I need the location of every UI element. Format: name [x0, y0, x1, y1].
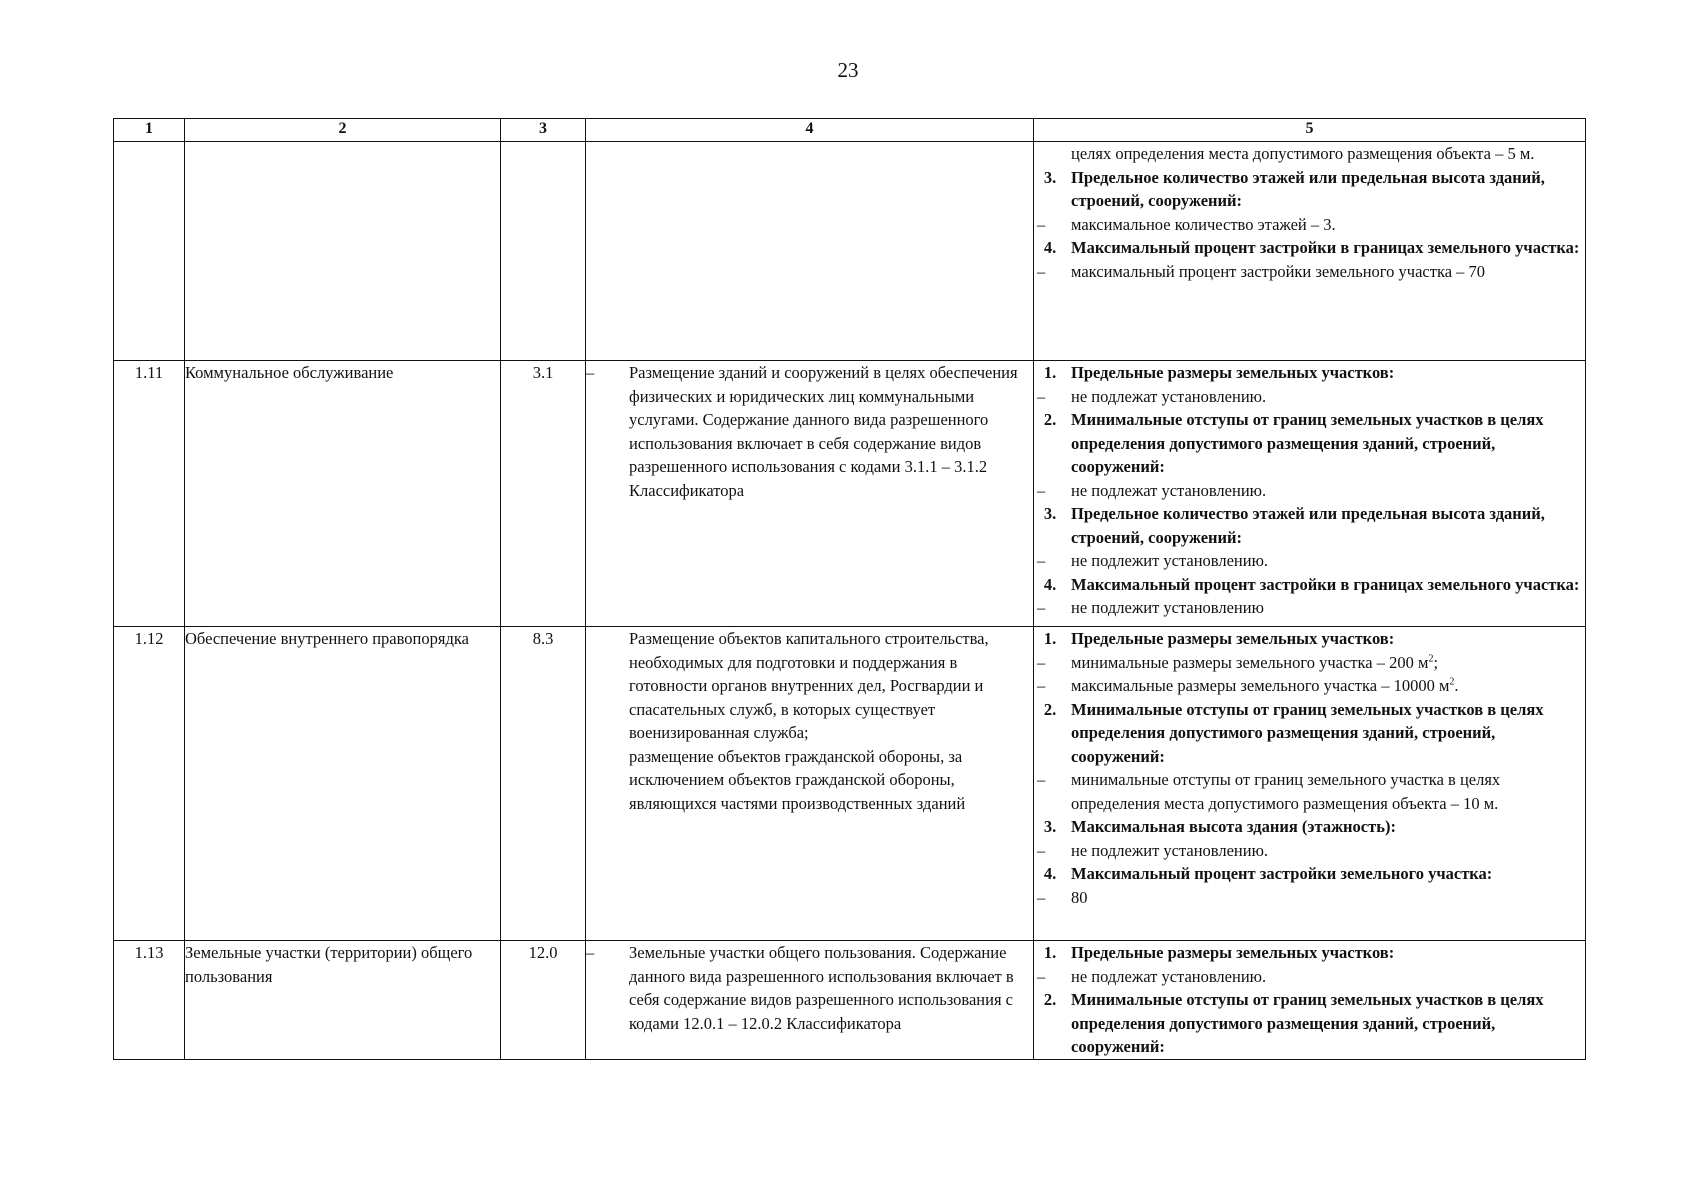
parameter-text — [1071, 142, 1585, 166]
list-marker: – — [1037, 551, 1046, 570]
parameter-text-main: 80 — [1071, 887, 1088, 907]
list-marker: 3. — [1043, 167, 1057, 187]
parameters-cell — [1034, 361, 1586, 627]
parameter-text — [1071, 674, 1585, 698]
use-type-description — [586, 941, 1034, 1060]
parameter-heading — [1034, 408, 1585, 479]
description-dash — [586, 627, 629, 815]
description-dash: – — [586, 943, 595, 962]
row-number: 1.13 — [114, 941, 185, 1060]
parameter-heading — [1034, 573, 1585, 597]
list-marker: – — [1037, 386, 1046, 406]
use-type-name: Обеспечение внутреннего правопорядка — [185, 627, 501, 941]
parameters-cell — [1034, 941, 1586, 1060]
parameter-text-main: не подлежит установлению. — [1071, 551, 1269, 570]
parameter-value — [1034, 549, 1585, 573]
list-marker: – — [1037, 261, 1046, 281]
list-marker: 1. — [1043, 363, 1057, 382]
list-marker: 3. — [1043, 504, 1057, 523]
parameter-text-main: Предельные размеры земельных участков: — [1071, 943, 1395, 962]
parameter-text-main: Предельные размеры земельных участков: — [1071, 363, 1395, 382]
parameter-text-main: максимальное количество этажей – 3. — [1071, 214, 1336, 234]
superscript: 2 — [1428, 653, 1434, 664]
parameter-text — [1071, 260, 1585, 284]
parameter-heading — [1034, 166, 1585, 213]
parameter-text — [1071, 479, 1585, 503]
parameter-text — [1071, 213, 1585, 237]
parameter-text — [1071, 361, 1585, 385]
parameter-text-main: Максимальный процент застройки в границах земельного участка: — [1071, 238, 1580, 257]
parameter-text-main: Минимальные отступы от границ земельных участков в целях определения допустимого размещения зданий, строений, сооружений: — [1071, 699, 1544, 766]
parameter-text — [1071, 768, 1585, 815]
column-header: 2 — [185, 119, 501, 142]
description-text: Размещение зданий и сооружений в целях обеспечения физических и юридических лиц коммунальными услугами. Содержание данного вида разрешенного использования включает в себя содержание видов разрешенного использования с кодами 3.1.1 – 3.1.2 Классификатора — [629, 363, 1018, 500]
parameter-heading — [1034, 941, 1585, 965]
description-dash: – — [586, 363, 595, 382]
use-type-code: 12.0 — [501, 941, 586, 1060]
page-number: 23 — [837, 58, 859, 82]
use-type-code: 8.3 — [501, 627, 586, 941]
parameter-heading — [1034, 988, 1585, 1059]
description-text: Земельные участки общего пользования. Содержание данного вида разрешенного использования включает в себя содержание видов разрешенного использования с кодами 12.0.1 – 12.0.2 Классификатора — [629, 943, 1014, 1033]
parameter-text — [1071, 815, 1585, 839]
row-number — [114, 142, 185, 361]
parameter-heading — [1034, 627, 1585, 651]
parameter-value — [1034, 213, 1585, 237]
superscript: 2 — [1449, 676, 1455, 688]
parameter-heading — [1034, 361, 1585, 385]
parameter-text-main: Предельное количество этажей или предельная высота зданий, строений, сооружений: — [1071, 504, 1545, 547]
list-marker: 4. — [1043, 864, 1057, 883]
parameter-value — [1034, 385, 1585, 409]
use-type-code — [501, 142, 586, 361]
list-marker: – — [1037, 770, 1046, 789]
column-header: 5 — [1034, 119, 1586, 142]
column-header: 3 — [501, 119, 586, 142]
parameter-text-main: не подлежат установлению. — [1071, 480, 1267, 500]
parameter-text — [1071, 596, 1585, 620]
parameter-text-main: Предельные размеры земельных участков: — [1071, 629, 1395, 648]
parameter-value — [1034, 479, 1585, 503]
parameters-cell — [1034, 142, 1586, 361]
list-marker: 3. — [1043, 817, 1057, 836]
list-marker: – — [1037, 887, 1046, 907]
parameter-text — [1071, 502, 1585, 549]
list-marker: – — [1037, 214, 1046, 234]
table-row — [114, 361, 1586, 627]
use-type-description — [586, 361, 1034, 627]
parameter-text-main: Предельное количество этажей или предельная высота зданий, строений, сооружений: — [1071, 167, 1545, 210]
use-type-name: Коммунальное обслуживание — [185, 361, 501, 627]
parameter-value — [1034, 886, 1585, 910]
list-marker: 2. — [1043, 699, 1057, 719]
list-marker: 4. — [1043, 238, 1057, 257]
parameter-heading — [1034, 698, 1585, 769]
parameter-text-main: Минимальные отступы от границ земельных участков в целях определения допустимого размещения зданий, строений, сооружений: — [1071, 410, 1544, 476]
parameter-text-main: Максимальный процент застройки в границах земельного участка: — [1071, 574, 1580, 594]
parameter-text — [1071, 988, 1585, 1059]
parameter-text-main: не подлежат установлению. — [1071, 966, 1267, 986]
list-marker: 4. — [1043, 574, 1057, 594]
parameter-text-main: не подлежит установлению — [1071, 598, 1264, 617]
parameter-value — [1034, 651, 1585, 675]
column-header: 1 — [114, 119, 185, 142]
parameter-value — [1034, 260, 1585, 284]
list-marker: – — [1037, 676, 1046, 695]
table-row — [114, 627, 1586, 941]
parameter-heading — [1034, 815, 1585, 839]
parameter-text — [1071, 627, 1585, 651]
parameter-text — [1071, 698, 1585, 769]
use-type-name: Земельные участки (территории) общего пользования — [185, 941, 501, 1060]
parameter-value — [1034, 142, 1585, 166]
list-marker: 1. — [1043, 629, 1057, 648]
parameter-text-tail: ; — [1433, 652, 1439, 672]
parameter-value — [1034, 768, 1585, 815]
parameter-text-main: Минимальные отступы от границ земельных участков в целях определения допустимого размещения зданий, строений, сооружений: — [1071, 990, 1544, 1056]
parameter-text — [1071, 886, 1585, 910]
list-marker: 2. — [1043, 410, 1057, 429]
parameter-text-tail: . — [1454, 676, 1459, 695]
parameter-value — [1034, 674, 1585, 698]
parameter-text — [1071, 965, 1585, 989]
parameter-text — [1071, 408, 1585, 479]
list-marker: – — [1037, 966, 1046, 986]
parameter-text — [1071, 166, 1585, 213]
parameter-value — [1034, 965, 1585, 989]
list-marker: – — [1037, 480, 1046, 500]
parameter-text — [1071, 862, 1585, 886]
parameter-text-main: минимальные отступы от границ земельного участка в целях определения места допустимого размещения объекта – 10 м. — [1071, 770, 1501, 813]
parameter-text-main: максимальный процент застройки земельного участка – 70 — [1071, 261, 1486, 281]
parameter-heading — [1034, 502, 1585, 549]
table-row — [114, 142, 1586, 361]
parameter-text — [1071, 573, 1585, 597]
parameter-text — [1071, 385, 1585, 409]
row-number: 1.11 — [114, 361, 185, 627]
use-type-code: 3.1 — [501, 361, 586, 627]
parameter-text — [1071, 839, 1585, 863]
parameter-text — [1071, 549, 1585, 573]
column-header: 4 — [586, 119, 1034, 142]
description-text: Размещение объектов капитального строительства, необходимых для подготовки и поддержания в готовности органов внутренних дел, Росгвардии и спасательных служб, в которых существует военизированная служба; размещение объектов гражданской обороны, за исключением объектов гражданской обороны, являющихся частями производственных зданий — [629, 629, 989, 813]
column-number-row — [114, 119, 1586, 142]
parameter-text — [1071, 236, 1585, 260]
parameter-text-main: Максимальная высота здания (этажность): — [1071, 817, 1396, 836]
parameter-text-main: максимальные размеры земельного участка – 10000 м — [1071, 676, 1450, 695]
parameter-text — [1071, 651, 1585, 675]
parameter-value — [1034, 839, 1585, 863]
parameter-text-main: не подлежат установлению. — [1071, 386, 1267, 406]
use-type-description — [586, 142, 1034, 361]
parameter-text-main: не подлежит установлению. — [1071, 840, 1269, 860]
regulations-table — [113, 118, 1586, 1060]
parameter-heading — [1034, 862, 1585, 886]
parameters-cell — [1034, 627, 1586, 941]
list-marker: 2. — [1043, 990, 1057, 1009]
parameter-text-main: минимальные размеры земельного участка – 200 м — [1071, 652, 1429, 672]
parameter-text — [1071, 941, 1585, 965]
use-type-name — [185, 142, 501, 361]
list-marker: – — [1037, 598, 1046, 617]
parameter-value — [1034, 596, 1585, 620]
row-number: 1.12 — [114, 627, 185, 941]
parameter-text-main: Максимальный процент застройки земельного участка: — [1071, 864, 1493, 883]
list-marker — [1034, 142, 1071, 166]
list-marker: – — [1037, 652, 1046, 672]
table-row — [114, 941, 1586, 1060]
list-marker: 1. — [1043, 943, 1057, 962]
use-type-description — [586, 627, 1034, 941]
parameter-heading — [1034, 236, 1585, 260]
parameter-text-main: целях определения места допустимого размещения объекта – 5 м. — [1071, 144, 1535, 163]
list-marker: – — [1037, 840, 1046, 860]
